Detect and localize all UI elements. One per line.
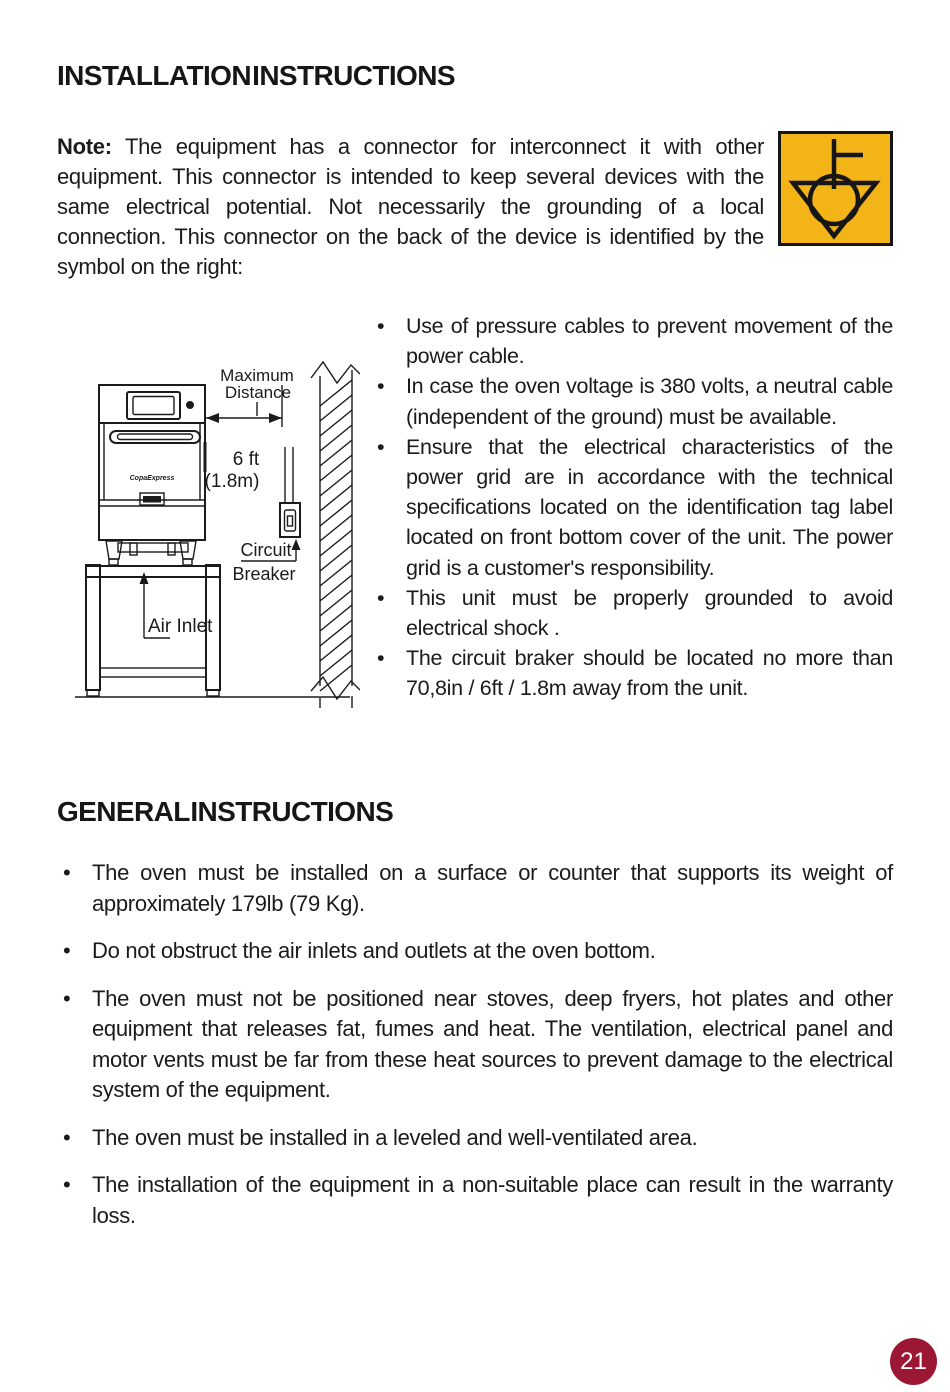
general-bullet-list xyxy=(57,858,893,1248)
list-item: • The oven must not be positioned near stoves, deep fryers, hot plates and other equipment that releases fat, fumes and heat. The ventilation, electrical panel and motor vents must be far from these heat sources to prevent damage to the electrical system of the equipment. xyxy=(57,984,893,1106)
note-label: Note: xyxy=(57,134,112,159)
wall-graphic xyxy=(311,362,360,708)
oven-bottom-tray xyxy=(118,543,188,552)
air-inlet-graphic xyxy=(140,572,214,638)
equipotential-symbol-graphic xyxy=(781,134,890,243)
symbol-triangle xyxy=(793,183,876,236)
list-item: • Use of pressure cables to prevent movement of the power cable. xyxy=(375,311,893,371)
list-item: • The oven must be installed on a surface or counter that supports its weight of approximately 179lb (79 Kg). xyxy=(57,858,893,919)
list-item: • The installation of the equipment in a non-suitable place can result in the warranty loss. xyxy=(57,1170,893,1231)
oven-graphic xyxy=(99,385,207,565)
distance-ft-label: 6 ft xyxy=(232,449,260,470)
list-item: • Ensure that the electrical characteristics of the power grid are in accordance with the technical specifications located on the identification tag label located on front bottom cover of the unit. The power grid is a customer's responsibility. xyxy=(375,432,893,583)
note-text: The equipment has a connector for interconnect it with other equipment. This connector is intended to keep several devices with the same electrical potential. Not necessarily the grounding of a local connection. This connector on the back of the device is identified by the symbol on the right: xyxy=(57,134,764,279)
installation-bullet-list xyxy=(375,311,893,704)
dimension-graphic xyxy=(205,366,294,492)
circuit-breaker-label-line1: Circuit xyxy=(240,540,292,560)
air-inlet-label: Air Inlet xyxy=(148,616,213,637)
oven-knob xyxy=(186,401,194,409)
breaker-box xyxy=(280,503,300,537)
oven-handle xyxy=(110,431,200,443)
page-number: 21 xyxy=(900,1347,927,1375)
oven-logo: CopaExpress xyxy=(129,475,175,482)
note-paragraph xyxy=(57,132,764,282)
installation-diagram xyxy=(60,350,360,712)
equipotential-bonding-symbol xyxy=(778,131,893,246)
page-title: INSTALLATION INSTRUCTIONS xyxy=(57,60,455,91)
list-item: • This unit must be properly grounded to avoid electrical shock . xyxy=(375,583,893,643)
general-instructions-heading: GENERAL INSTRUCTIONS xyxy=(57,796,394,827)
oven-latch xyxy=(204,442,207,472)
list-item: • The circuit braker should be located no more than 70,8in / 6ft / 1.8m away from the unit. xyxy=(375,643,893,703)
list-item: • The oven must be installed in a leveled and well-ventilated area. xyxy=(57,1123,893,1154)
page-number-badge xyxy=(890,1338,937,1385)
oven-foot xyxy=(106,541,122,559)
max-distance-label-line2: Distance xyxy=(224,383,292,402)
distance-m-label: (1.8m) xyxy=(204,471,260,492)
list-item: • Do not obstruct the air inlets and outlets at the oven bottom. xyxy=(57,936,893,967)
max-distance-label-line1: Maximum xyxy=(220,366,294,385)
wall-hatching xyxy=(320,380,352,691)
circuit-breaker-label-line2: Breaker xyxy=(232,564,296,584)
list-item: • In case the oven voltage is 380 volts, a neutral cable (independent of the ground) must be available. xyxy=(375,371,893,431)
